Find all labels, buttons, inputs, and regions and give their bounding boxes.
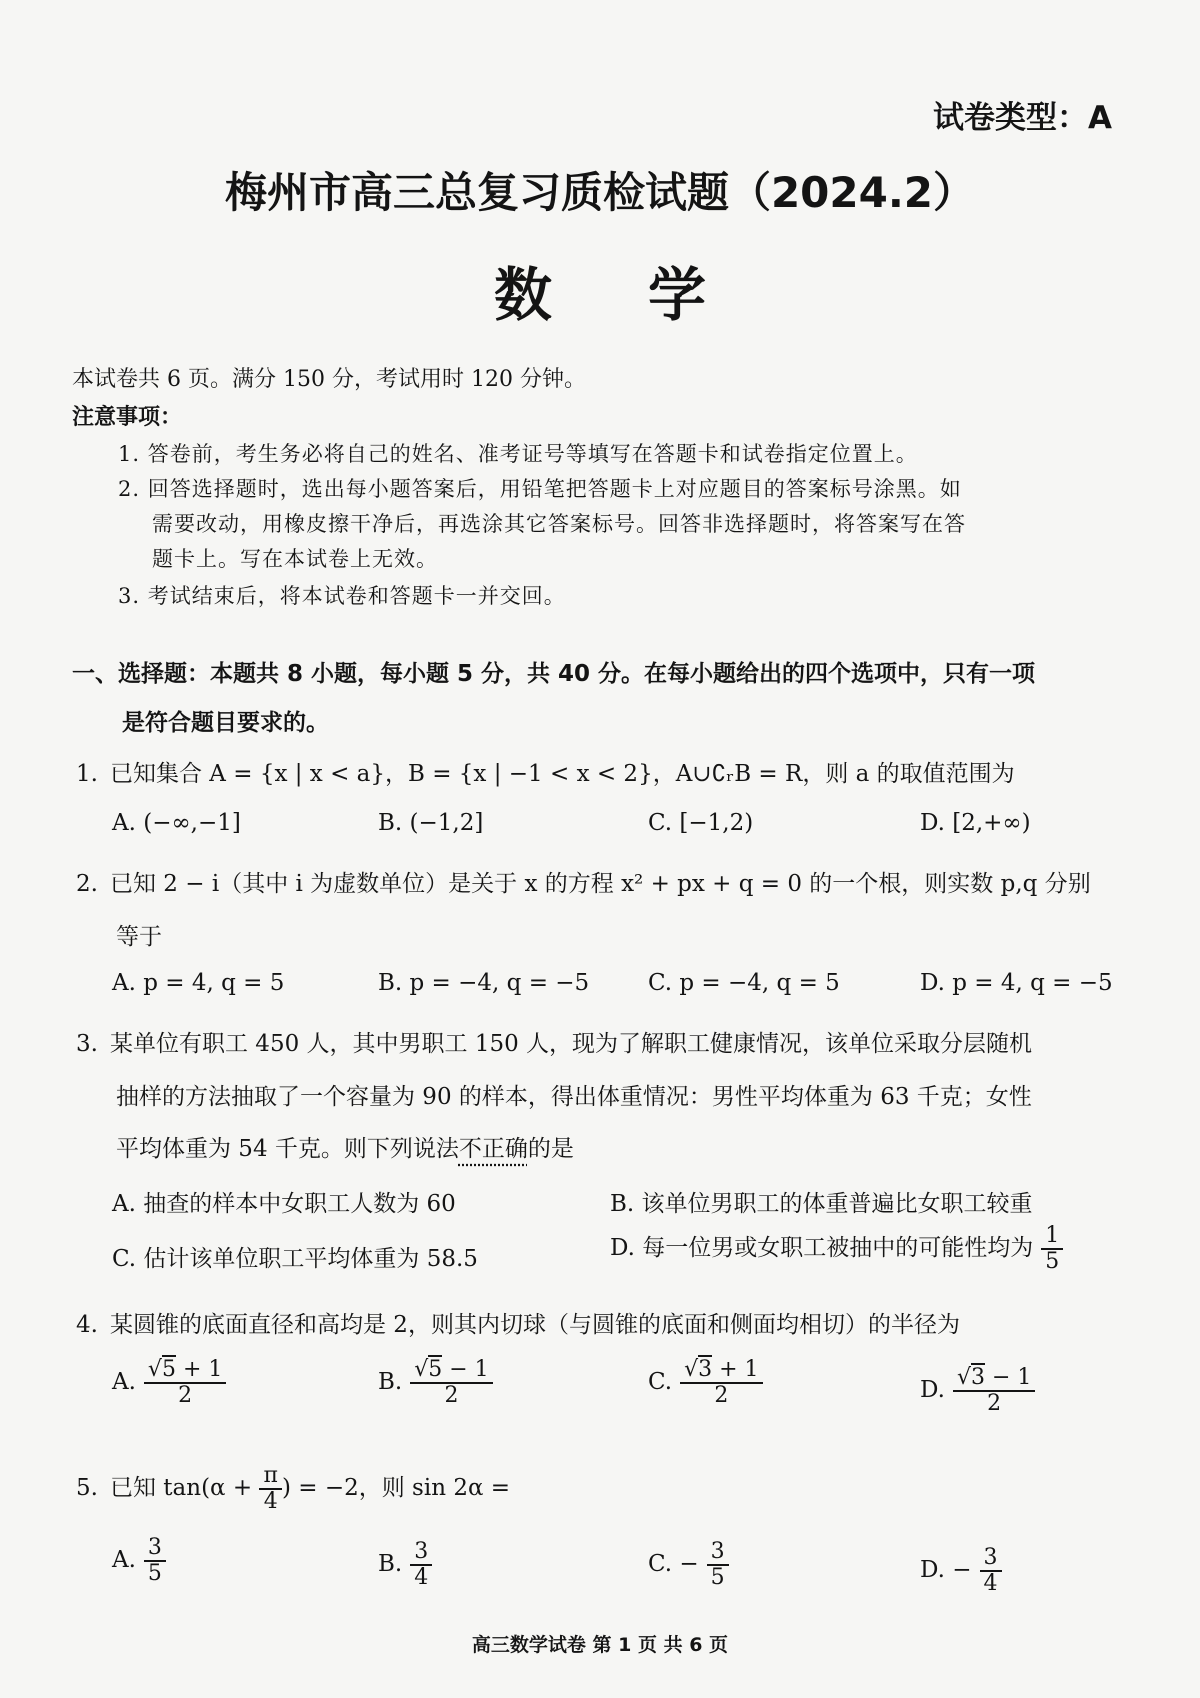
page-title: 梅州市高三总复习质检试题（2024.2）	[224, 168, 976, 217]
question-stem: 已知 2 − i（其中 i 为虚数单位）是关于 x 的方程 x² + px + q = 0 的一个根，则实数 p,q 分别	[110, 871, 1091, 897]
q1-option-c: C. [−1,2)	[648, 810, 754, 836]
fraction-denominator: 2	[444, 1383, 459, 1409]
radicand: 5	[428, 1357, 443, 1382]
q4-option-b	[378, 1358, 493, 1408]
fraction-denominator: 5	[147, 1561, 162, 1587]
option-label: B.	[378, 1551, 403, 1578]
option-label: D.	[920, 1377, 945, 1404]
stem-text: 平均体重为 54 千克。则下列说法	[116, 1136, 459, 1162]
question-3-cont2	[116, 1130, 574, 1163]
fraction	[144, 1536, 166, 1586]
q5-option-c	[648, 1540, 729, 1590]
fraction-denominator: 2	[714, 1383, 729, 1409]
question-5	[76, 1464, 510, 1514]
fraction-denominator: 4	[983, 1571, 998, 1597]
question-number: 4.	[76, 1312, 98, 1338]
q3-option-a: A. 抽查的样本中女职工人数为 60	[112, 1191, 456, 1217]
section-heading-cont: 是符合题目要求的。	[122, 710, 329, 736]
q2-option-a: A. p = 4, q = 5	[112, 970, 285, 996]
radicand: 3	[698, 1357, 713, 1382]
option-label: C.	[648, 1369, 673, 1396]
q1-option-a: A. (−∞,−1]	[112, 810, 241, 836]
notice-heading: 注意事项：	[72, 405, 183, 430]
section-heading: 一、选择题：本题共 8 小题，每小题 5 分，共 40 分。在每小题给出的四个选项中，只有一项	[72, 661, 1036, 687]
stem-text: ) = −2，则 sin 2α =	[281, 1475, 511, 1502]
q1-option-b: B. (−1,2]	[378, 810, 484, 836]
question-number: 1.	[76, 761, 98, 787]
page-footer: 高三数学试卷 第 1 页 共 6 页	[471, 1634, 729, 1656]
question-number: 3.	[76, 1031, 98, 1057]
question-2-cont: 等于	[116, 924, 162, 950]
q3-option-d	[610, 1224, 1063, 1274]
question-3-cont: 抽样的方法抽取了一个容量为 90 的样本，得出体重情况：男性平均体重为 63 千克；女性	[116, 1084, 1032, 1110]
option-text: D. 每一位男或女职工被抽中的可能性均为	[610, 1235, 1034, 1262]
fraction	[410, 1540, 432, 1590]
numerator-rest: − 1	[984, 1365, 1032, 1390]
radicand: 5	[161, 1357, 176, 1382]
q3-option-c: C. 估计该单位职工平均体重为 58.5	[112, 1246, 478, 1272]
fraction	[144, 1358, 226, 1408]
numerator-rest: + 1	[175, 1357, 223, 1382]
fraction	[410, 1358, 492, 1408]
question-stem: 某圆锥的底面直径和高均是 2，则其内切球（与圆锥的底面和侧面均相切）的半径为	[110, 1312, 960, 1338]
q2-option-b: B. p = −4, q = −5	[378, 970, 590, 996]
question-number: 5.	[76, 1475, 98, 1502]
fraction-denominator: 4	[414, 1565, 429, 1591]
question-stem: 某单位有职工 450 人，其中男职工 150 人，现为了解职工健康情况，该单位采取分层随机	[110, 1031, 1033, 1057]
question-2	[76, 865, 1091, 898]
fraction	[707, 1540, 729, 1590]
q2-option-c: C. p = −4, q = 5	[648, 970, 840, 996]
fraction-numerator: 3	[980, 1546, 1002, 1572]
numerator-rest: − 1	[442, 1357, 489, 1382]
question-3	[76, 1025, 1032, 1058]
option-label: B.	[378, 1369, 403, 1396]
q4-option-d	[920, 1366, 1035, 1416]
fraction-denominator: 5	[710, 1565, 725, 1591]
q5-option-a	[112, 1536, 166, 1586]
q4-option-c	[648, 1358, 763, 1408]
fraction-numerator: √3 − 1	[953, 1366, 1035, 1392]
question-1	[76, 755, 1015, 788]
question-4	[76, 1306, 960, 1339]
option-label: A.	[112, 1547, 136, 1574]
fraction	[953, 1366, 1035, 1416]
option-label: C. −	[648, 1551, 699, 1578]
fraction-denominator: 4	[263, 1489, 278, 1515]
option-label: A.	[112, 1369, 136, 1396]
q3-option-b: B. 该单位男职工的体重普遍比女职工较重	[610, 1191, 1033, 1217]
subject-title: 数学	[493, 261, 802, 329]
option-label: D. −	[920, 1557, 972, 1584]
fraction-numerator: 3	[144, 1536, 166, 1562]
stem-text: 已知 tan(α +	[110, 1475, 260, 1502]
fraction	[980, 1546, 1002, 1596]
fraction-numerator: √5 − 1	[410, 1358, 492, 1384]
stem-text: 的是	[527, 1136, 574, 1162]
q5-option-b	[378, 1540, 432, 1590]
fraction-numerator: 1	[1041, 1224, 1063, 1250]
fraction-numerator: 3	[410, 1540, 432, 1566]
fraction-numerator: π	[259, 1464, 281, 1490]
notice-item-2-cont: 需要改动，用橡皮擦干净后，再选涂其它答案标号。回答非选择题时，将答案写在答	[152, 512, 966, 536]
radicand: 3	[970, 1365, 985, 1390]
fraction	[259, 1464, 281, 1514]
fraction	[1041, 1224, 1063, 1274]
fraction-numerator: √3 + 1	[680, 1358, 762, 1384]
fraction	[680, 1358, 762, 1408]
fraction-numerator: 3	[707, 1540, 729, 1566]
q1-option-d: D. [2,+∞)	[920, 810, 1031, 836]
fraction-denominator: 5	[1045, 1249, 1060, 1275]
fraction-denominator: 2	[178, 1383, 193, 1409]
question-number: 2.	[76, 871, 98, 897]
notice-item-2-cont2: 题卡上。写在本试卷上无效。	[152, 547, 438, 571]
paper-type-label: 试卷类型：A	[933, 100, 1112, 136]
emphasis-text: 不正确	[458, 1136, 528, 1162]
fraction-denominator: 2	[987, 1391, 1002, 1417]
notice-item-3: 3. 考试结束后，将本试卷和答题卡一并交回。	[118, 584, 566, 608]
notice-item-1: 1. 答卷前，考生务必将自己的姓名、准考证号等填写在答题卡和试卷指定位置上。	[118, 442, 918, 466]
q5-option-d	[920, 1546, 1002, 1596]
question-stem: 已知集合 A = {x | x < a}，B = {x | −1 < x < 2}，A∪∁ᵣB = R，则 a 的取值范围为	[110, 761, 1015, 787]
fraction-numerator: √5 + 1	[144, 1358, 226, 1384]
q2-option-d: D. p = 4, q = −5	[920, 970, 1113, 996]
exam-intro: 本试卷共 6 页。满分 150 分，考试用时 120 分钟。	[72, 367, 586, 392]
notice-item-2: 2. 回答选择题时，选出每小题答案后，用铅笔把答题卡上对应题目的答案标号涂黑。如	[118, 477, 962, 501]
numerator-rest: + 1	[712, 1357, 759, 1382]
q4-option-a	[112, 1358, 226, 1408]
